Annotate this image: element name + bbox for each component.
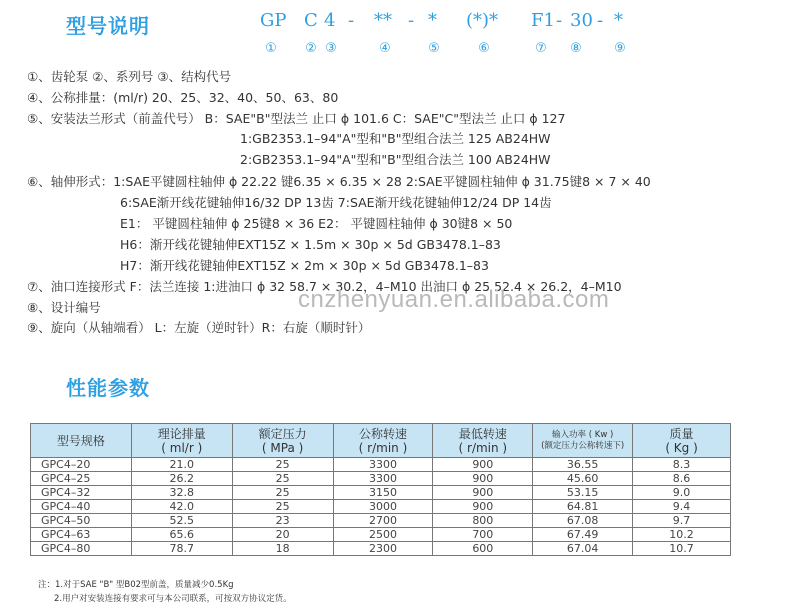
table-cell: 10.7 — [633, 542, 731, 556]
footnote: 注：1.对于SAE "B" 型B02型前盖，质量减少0.5Kg — [38, 580, 234, 590]
table-row — [31, 542, 731, 556]
column-header: 最低转速 ( r/min ) — [433, 424, 533, 458]
table-cell: 8.6 — [633, 472, 731, 486]
table-cell: 42.0 — [131, 500, 232, 514]
table-cell: 36.55 — [533, 458, 633, 472]
table-cell: 600 — [433, 542, 533, 556]
code-number: ⑧ — [570, 41, 582, 56]
code-number: ① — [265, 41, 277, 56]
table-cell: 67.08 — [533, 514, 633, 528]
column-header: 公称转速 ( r/min ) — [333, 424, 433, 458]
description-line: 1:GB2353.1–94"A"型和"B"型组合法兰 125 AB24HW — [240, 131, 551, 146]
description-line: H7：渐开线花键轴伸EXT15Z × 2m × 30p × 5d GB3478.1–83 — [120, 258, 489, 273]
table-cell: 25 — [232, 486, 333, 500]
table-cell: 10.2 — [633, 528, 731, 542]
code-number: ⑥ — [478, 41, 490, 56]
table-cell: 25 — [232, 500, 333, 514]
description-line: ⑥、轴伸形式：1:SAE平键圆柱轴伸 ϕ 22.22 键6.35 × 6.35 × 28 2:SAE平键圆柱轴伸 ϕ 31.75键8 × 7 × 40 — [27, 174, 651, 189]
table-cell: 700 — [433, 528, 533, 542]
table-cell: 20 — [232, 528, 333, 542]
description-line: ⑤、安装法兰形式（前盖代号） B：SAE"B"型法兰 止口 ϕ 101.6 C：SAE"C"型法兰 止口 ϕ 127 — [27, 111, 566, 126]
code-number: ⑨ — [614, 41, 626, 56]
table-cell: 67.04 — [533, 542, 633, 556]
table-cell: 3150 — [333, 486, 433, 500]
table-cell: 21.0 — [131, 458, 232, 472]
code-part-c: C — [304, 10, 318, 31]
table-row — [31, 486, 731, 500]
column-header: 理论排量 ( ml/r ) — [131, 424, 232, 458]
table-cell: 9.7 — [633, 514, 731, 528]
table-cell: GPC4–50 — [31, 514, 132, 528]
description-line: ⑦、油口连接形式 F：法兰连接 1:进油口 ϕ 32 58.7 × 30.2，4–M10 出油口 ϕ 25 52.4 × 26.2，4–M10 — [27, 279, 622, 294]
description-line: H6：渐开线花键轴伸EXT15Z × 1.5m × 30p × 5d GB3478.1–83 — [120, 237, 501, 252]
table-cell: 900 — [433, 458, 533, 472]
code-part-dash: - — [408, 10, 415, 31]
table-cell: 800 — [433, 514, 533, 528]
column-header: 质量 ( Kg ) — [633, 424, 731, 458]
table-cell: 78.7 — [131, 542, 232, 556]
description-line: E1： 平键圆柱轴伸 ϕ 25键8 × 36 E2： 平键圆柱轴伸 ϕ 30键8 × 50 — [120, 216, 513, 231]
table-row — [31, 458, 731, 472]
table-cell: 9.0 — [633, 486, 731, 500]
table-row — [31, 500, 731, 514]
table-cell: 2300 — [333, 542, 433, 556]
table-cell: GPC4–63 — [31, 528, 132, 542]
code-part-shaft: (*)* — [466, 10, 499, 31]
table-cell: 3000 — [333, 500, 433, 514]
table-cell: 45.60 — [533, 472, 633, 486]
column-header: 型号规格 — [31, 424, 132, 458]
code-part-4: 4 — [324, 10, 336, 31]
table-cell: 52.5 — [131, 514, 232, 528]
description-line: ⑧、设计编号 — [27, 300, 101, 315]
table-cell: 65.6 — [131, 528, 232, 542]
table-row — [31, 472, 731, 486]
table-cell: GPC4–25 — [31, 472, 132, 486]
description-line: ④、公称排量：(ml/r) 20、25、32、40、50、63、80 — [27, 90, 339, 105]
table-cell: GPC4–32 — [31, 486, 132, 500]
table-cell: 900 — [433, 500, 533, 514]
code-number: ③ — [325, 41, 337, 56]
watermark: cnzhenyuan.en.alibaba.com — [298, 286, 610, 313]
code-part-rotation: * — [614, 10, 623, 31]
code-part-design: 30 — [570, 10, 593, 31]
code-part-gp: GP — [260, 10, 287, 31]
table-cell: 25 — [232, 472, 333, 486]
table-cell: 3300 — [333, 472, 433, 486]
model-explanation-title: 型号说明 — [66, 14, 150, 38]
code-part-dash: - — [556, 10, 563, 31]
column-header: 输入功率 ( Kw ) (额定压力公称转速下) — [533, 424, 633, 458]
table-cell: 2500 — [333, 528, 433, 542]
table-cell: 53.15 — [533, 486, 633, 500]
table-cell: 2700 — [333, 514, 433, 528]
table-cell: 23 — [232, 514, 333, 528]
footnote: 2.用户对安装连接有要求可与本公司联系，可按双方协议定货。 — [54, 594, 292, 604]
description-line: 6:SAE渐开线花键轴伸16/32 DP 13齿 7:SAE渐开线花键轴伸12/24 DP 14齿 — [120, 195, 552, 210]
table-cell: 8.3 — [633, 458, 731, 472]
table-cell: 900 — [433, 472, 533, 486]
code-part-flange: * — [428, 10, 437, 31]
table-cell: 64.81 — [533, 500, 633, 514]
table-cell: GPC4–80 — [31, 542, 132, 556]
table-cell: 18 — [232, 542, 333, 556]
table-row — [31, 528, 731, 542]
table-cell: 67.49 — [533, 528, 633, 542]
table-cell: 25 — [232, 458, 333, 472]
table-cell: GPC4–20 — [31, 458, 132, 472]
code-part-displacement: ** — [374, 10, 392, 31]
code-number: ⑦ — [535, 41, 547, 56]
table-cell: 900 — [433, 486, 533, 500]
table-cell: GPC4–40 — [31, 500, 132, 514]
code-part-dash: - — [348, 10, 355, 31]
table-cell: 32.8 — [131, 486, 232, 500]
table-row — [31, 514, 731, 528]
table-cell: 9.4 — [633, 500, 731, 514]
table-header-row — [31, 424, 731, 458]
description-line: ⑨、旋向（从轴端看） L：左旋（逆时针）R：右旋（顺时针） — [27, 320, 371, 335]
table-cell: 26.2 — [131, 472, 232, 486]
code-number: ② — [305, 41, 317, 56]
table-cell: 3300 — [333, 458, 433, 472]
column-header: 额定压力 ( MPa ) — [232, 424, 333, 458]
description-line: 2:GB2353.1–94"A"型和"B"型组合法兰 100 AB24HW — [240, 152, 551, 167]
code-number: ④ — [379, 41, 391, 56]
description-line: ①、齿轮泵 ②、系列号 ③、结构代号 — [27, 69, 232, 84]
code-part-dash: - — [597, 10, 604, 31]
code-part-port: F1 — [531, 10, 555, 31]
performance-table — [30, 423, 731, 556]
code-number: ⑤ — [428, 41, 440, 56]
performance-title: 性能参数 — [66, 376, 150, 400]
